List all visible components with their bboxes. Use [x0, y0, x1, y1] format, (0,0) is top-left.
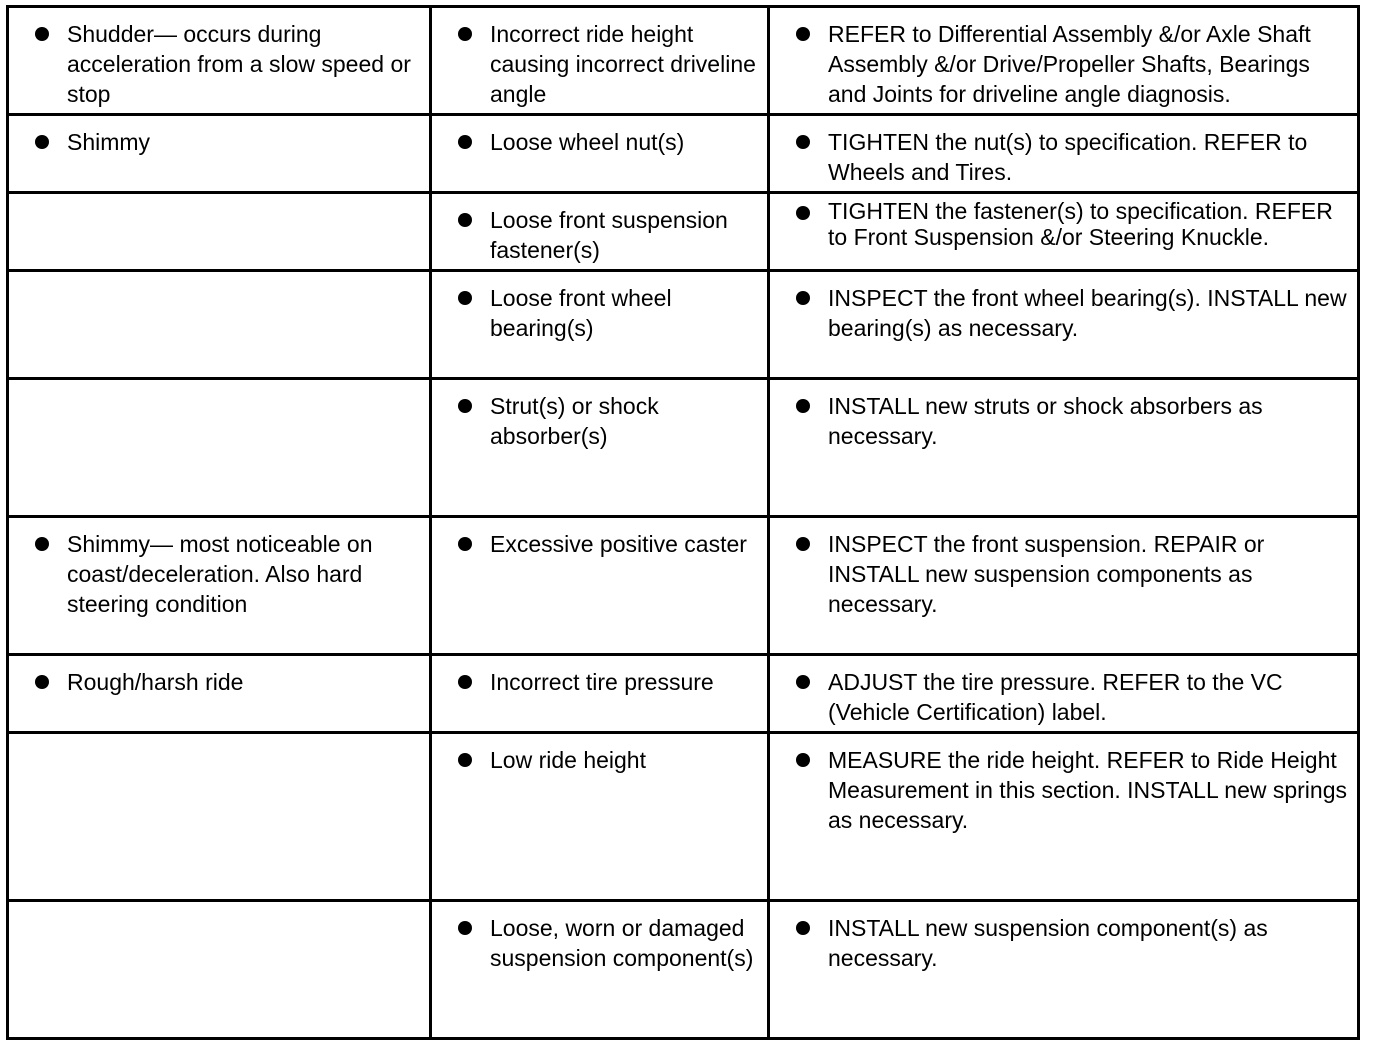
cause-cell	[431, 193, 769, 271]
action-cell	[769, 193, 1359, 271]
table-row	[8, 193, 1359, 271]
bullet-icon	[458, 675, 472, 689]
cause-text: Loose, worn or damaged suspension component(s)	[490, 915, 754, 971]
bullet-icon	[458, 921, 472, 935]
bullet-icon	[796, 135, 810, 149]
cause-text: Excessive positive caster	[490, 531, 747, 557]
action-text: INSPECT the front suspension. REPAIR or INSTALL new suspension components as necessary.	[828, 531, 1265, 617]
cause-text: Loose front wheel bearing(s)	[490, 285, 672, 341]
action-cell	[769, 901, 1359, 1039]
table-row	[8, 115, 1359, 193]
bullet-icon	[796, 753, 810, 767]
cause-text: Loose wheel nut(s)	[490, 129, 685, 155]
bullet-icon	[458, 291, 472, 305]
cause-cell	[431, 655, 769, 733]
action-cell	[769, 379, 1359, 517]
cause-text: Low ride height	[490, 747, 646, 773]
bullet-icon	[458, 753, 472, 767]
cause-text: Incorrect ride height causing incorrect driveline angle	[490, 21, 756, 107]
symptom-cell	[8, 193, 431, 271]
symptom-cell	[8, 271, 431, 379]
bullet-icon	[35, 675, 49, 689]
symptom-cell	[8, 655, 431, 733]
symptom-text: Shudder— occurs during acceleration from a slow speed or stop	[67, 21, 411, 107]
table-row	[8, 517, 1359, 655]
table-row	[8, 271, 1359, 379]
bullet-icon	[796, 921, 810, 935]
symptom-text: Shimmy— most noticeable on coast/deceleration. Also hard steering condition	[67, 531, 373, 617]
cause-cell	[431, 115, 769, 193]
table-row	[8, 655, 1359, 733]
symptom-cell	[8, 379, 431, 517]
table-row	[8, 379, 1359, 517]
cause-text: Loose front suspension fastener(s)	[490, 207, 728, 263]
cause-cell	[431, 271, 769, 379]
bullet-icon	[458, 27, 472, 41]
bullet-icon	[796, 206, 810, 220]
cause-cell	[431, 7, 769, 115]
symptom-cell	[8, 115, 431, 193]
bullet-icon	[796, 27, 810, 41]
action-cell	[769, 655, 1359, 733]
symptom-cell	[8, 517, 431, 655]
action-text: INSTALL new struts or shock absorbers as necessary.	[828, 393, 1263, 449]
action-text: MEASURE the ride height. REFER to Ride Height Measurement in this section. INSTALL new springs as necessary.	[828, 747, 1348, 833]
action-cell	[769, 115, 1359, 193]
cause-cell	[431, 517, 769, 655]
bullet-icon	[458, 537, 472, 551]
action-cell	[769, 7, 1359, 115]
cause-text: Strut(s) or shock absorber(s)	[490, 393, 659, 449]
symptom-cell	[8, 901, 431, 1039]
diagnosis-table	[6, 5, 1360, 1040]
action-text: INSPECT the front wheel bearing(s). INSTALL new bearing(s) as necessary.	[828, 285, 1347, 341]
bullet-icon	[35, 135, 49, 149]
symptom-cell	[8, 7, 431, 115]
cause-cell	[431, 733, 769, 901]
action-cell	[769, 517, 1359, 655]
action-cell	[769, 733, 1359, 901]
bullet-icon	[458, 135, 472, 149]
cause-text: Incorrect tire pressure	[490, 669, 714, 695]
action-text: ADJUST the tire pressure. REFER to the VC (Vehicle Certification) label.	[828, 669, 1283, 725]
action-cell	[769, 271, 1359, 379]
table-row	[8, 7, 1359, 115]
bullet-icon	[796, 537, 810, 551]
table-body	[8, 7, 1359, 1039]
bullet-icon	[458, 213, 472, 227]
table-row	[8, 733, 1359, 901]
bullet-icon	[35, 27, 49, 41]
bullet-icon	[458, 399, 472, 413]
symptom-text: Rough/harsh ride	[67, 669, 244, 695]
table-row	[8, 901, 1359, 1039]
action-text: TIGHTEN the fastener(s) to specification. REFER to Front Suspension &/or Steering Knuckle.	[828, 198, 1333, 250]
bullet-icon	[796, 399, 810, 413]
bullet-icon	[796, 675, 810, 689]
action-text: INSTALL new suspension component(s) as necessary.	[828, 915, 1268, 971]
cause-cell	[431, 379, 769, 517]
cause-cell	[431, 901, 769, 1039]
bullet-icon	[796, 291, 810, 305]
action-text: TIGHTEN the nut(s) to specification. REFER to Wheels and Tires.	[828, 129, 1308, 185]
bullet-icon	[35, 537, 49, 551]
symptom-cell	[8, 733, 431, 901]
symptom-text: Shimmy	[67, 129, 151, 155]
action-text: REFER to Differential Assembly &/or Axle Shaft Assembly &/or Drive/Propeller Shafts, Bearings and Joints for driveline angle diagnosis.	[828, 21, 1311, 107]
